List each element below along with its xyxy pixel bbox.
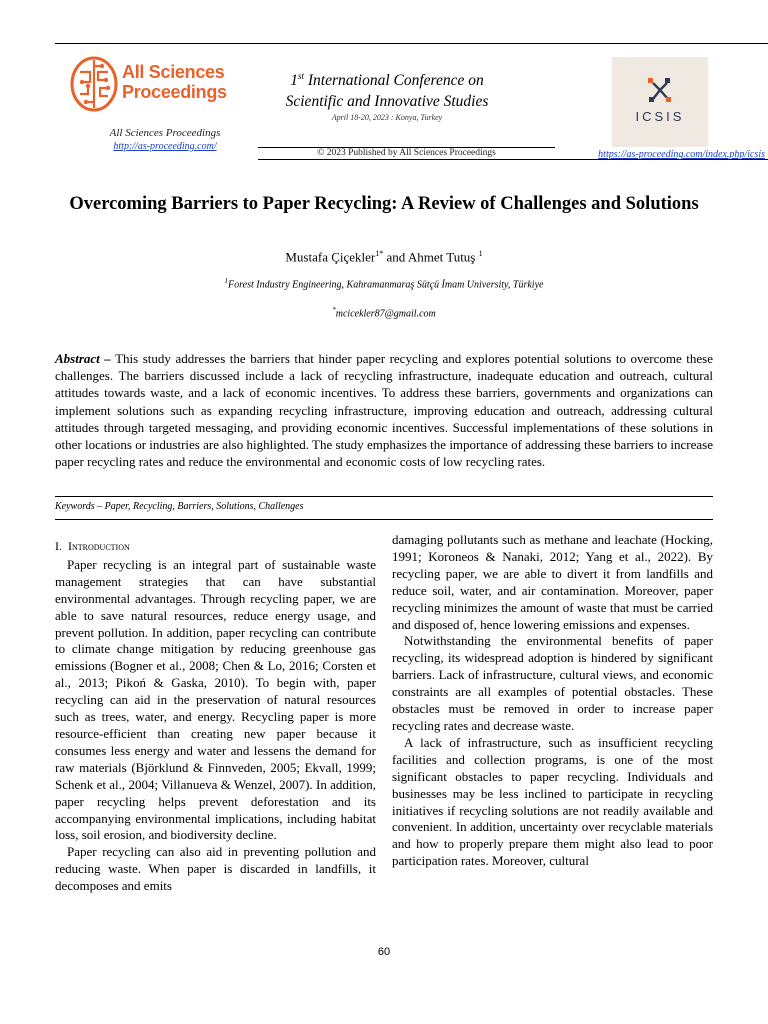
all-sciences-logo bbox=[68, 54, 233, 116]
icsis-mark-icon bbox=[645, 75, 675, 105]
icsis-logo bbox=[612, 57, 708, 147]
section-heading: I. Introduction bbox=[55, 539, 130, 553]
paragraph: A lack of infrastructure, such as insufficient recycling facilities and collection programs, is one of the most significant obstacles to paper recycling. Individuals and businesses may be less inclined to participate in recycling initiatives if recycling solutions are not readily available and convenient. In addition, uncertainty over recyclable materials and how to properly prepare them might also lead to poor participation rates. Moreover, cultural bbox=[392, 734, 713, 869]
paper-title: Overcoming Barriers to Paper Recycling: A Review of Challenges and Solutions bbox=[69, 194, 699, 214]
paragraph: damaging pollutants such as methane and leachate (Hocking, 1991; Koroneos & Nanaki, 2012; Yang et al., 2022). By recycling paper, we are able to divert it from landfills and reduce soil, water, and air contamination. Moreover, paper recycling minimizes the amount of waste that must be carried and disposed of, hence lowering emissions and expenses. bbox=[392, 532, 713, 632]
keywords: Keywords – Paper, Recycling, Barriers, Solutions, Challenges bbox=[55, 501, 304, 512]
authors: Mustafa Çiçekler$^{1*}$ and Ahmet Tutuş $^1$ bbox=[285, 249, 483, 265]
left-column bbox=[55, 538, 376, 895]
keywords-rule-bottom bbox=[55, 519, 713, 520]
abstract: Abstract – This study addresses the barriers that hinder paper recycling and explores potential solutions to overcome these challenges. The barriers discussed include a lack of recycling infrastructure, inadequate education and outreach, cultural attitudes towards waste, and a lack of economic incentives. To address these barriers, governments and organizations can implement solutions such as expanding recycling infrastructure, improving education and outreach, addressing cultural attitudes through targeted messaging, and providing economic incentives. Successful implementations of these solutions in other locations or industries are also highlighted. The study emphasizes the importance of addressing these barriers to increase paper recycling rates and reduce the environmental and economic costs of low recycling rates. bbox=[55, 351, 713, 470]
logo-wordmark: All Sciences Proceedings bbox=[122, 62, 227, 102]
paragraph: Paper recycling is an integral part of sustainable waste management strategies that can have substantial environmental advantages. Through recycling paper, we are able to save natural resources, reduce energy usage, and prevent pollution. In addition, paper recycling can contribute to climate change mitigation by reducing greenhouse gas emissions (Bogner et al., 2008; Chen & Lo, 2016; Corsten et al., 2013; Pikoń & Gaska, 2010). To begin with, paper recycling can aid in the preservation of natural resources such as trees, water, and energy. Recycling paper is more resource-efficient than creating new paper because it consumes less energy and water and lessens the demand for raw materials (Björklund & Finnveden, 2005; Ekvall, 1999; Schenk et al., 2004; Villanueva & Wenzel, 2007). In addition, paper recycling helps prevent deforestation and its accompanying environmental implications, including habitat loss, soil erosion, and biodiversity decline. bbox=[55, 556, 376, 843]
copyright-text: © 2023 Published by All Sciences Proceedings bbox=[317, 148, 496, 158]
top-rule bbox=[55, 43, 768, 44]
publisher-name: All Sciences Proceedings bbox=[109, 127, 221, 139]
conference-date: April 18-20, 2023 : Konya, Turkey bbox=[331, 113, 443, 122]
page-number: 60 bbox=[377, 946, 391, 958]
paragraph: Notwithstanding the environmental benefits of paper recycling, its widespread adoption is hindered by significant barriers. Lack of infrastructure, cultural views, and economic constraints are all examples of potential obstacles. These obstacles must be removed in order to increase paper recycling rates and decrease waste. bbox=[392, 633, 713, 733]
keywords-rule-top bbox=[55, 496, 713, 497]
author-email: *mcicekler87@gmail.com bbox=[332, 306, 436, 320]
publisher-link[interactable]: http://as-proceeding.com/ bbox=[113, 141, 217, 152]
conference-title: 1st International Conference on Scientific and Innovative Studies bbox=[285, 71, 489, 111]
right-column bbox=[392, 532, 713, 870]
icsis-link[interactable]: https://as-proceeding.com/index.php/icsis bbox=[598, 149, 765, 160]
affiliation: $^1$Forest Industry Engineering, Kahramanmaraş Sütçü İmam University, Türkiye bbox=[224, 277, 544, 291]
icsis-label: ICSIS bbox=[635, 109, 685, 124]
paragraph: Paper recycling can also aid in preventing pollution and reducing waste. When paper is discarded in landfills, it decomposes and emits bbox=[55, 844, 376, 894]
brain-circuit-icon bbox=[68, 54, 120, 114]
abstract-label: Abstract – bbox=[55, 351, 111, 366]
